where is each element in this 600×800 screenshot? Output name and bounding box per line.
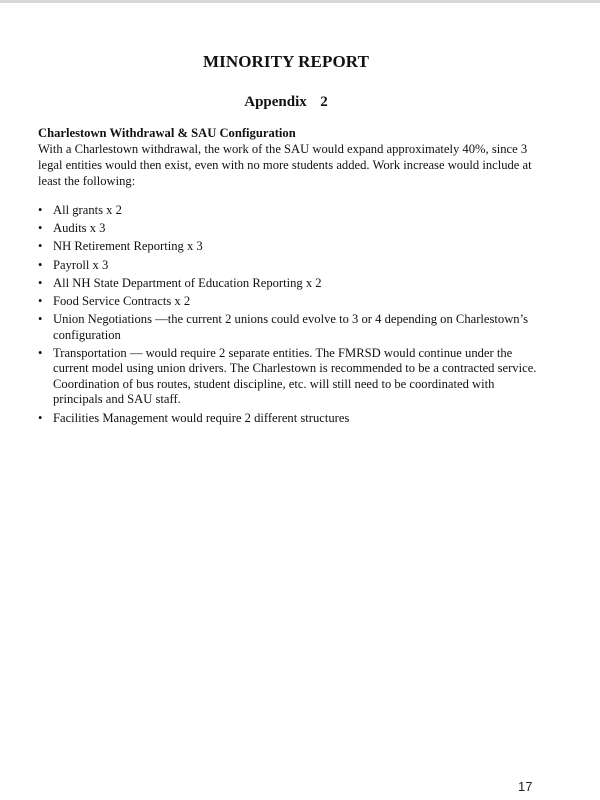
bullet-icon: •: [38, 239, 43, 254]
bullet-icon: •: [38, 203, 43, 217]
bullet-icon: •: [38, 312, 43, 327]
list-item: [38, 276, 543, 292]
list-item-text: All NH State Department of Education Reporting x 2: [53, 275, 322, 290]
bullet-icon: •: [38, 275, 43, 290]
list-item-text: Facilities Management would require 2 different structures: [53, 410, 350, 425]
list-item-text: Transportation — would require 2 separate entities. The FMRSD would continue under the current model using union drivers. The Charlestown is recommended to be a contracted service. Coordination of bus routes, student discipline, etc. will still need to be coordinated with principals and SAU staff.: [53, 345, 537, 407]
section: [38, 125, 538, 189]
list-item-text: NH Retirement Reporting x 3: [53, 239, 203, 254]
bullet-icon: •: [38, 257, 43, 272]
intro-paragraph: With a Charlestown withdrawal, the work of the SAU would expand approximately 40%, since 3 legal entities would then exist, even with no more students added. Work increase would include at least the following:: [38, 142, 532, 188]
bullet-icon: •: [38, 221, 43, 236]
list-item-text: Payroll x 3: [53, 257, 109, 272]
bullet-icon: •: [38, 345, 43, 360]
appendix-heading: Appendix 2: [244, 94, 328, 110]
list-item-text: Food Service Contracts x 2: [53, 293, 191, 308]
list-item-text: All grants x 2: [53, 203, 122, 217]
top-border: [0, 0, 600, 3]
bullet-list: [38, 203, 543, 429]
list-item: [38, 411, 543, 427]
list-item: [38, 294, 543, 310]
section-heading: Charlestown Withdrawal & SAU Configuration: [38, 126, 296, 140]
list-item-text: Audits x 3: [53, 221, 106, 236]
page-number: 17: [518, 779, 533, 794]
bullet-icon: •: [38, 410, 43, 425]
report-title: MINORITY REPORT: [202, 52, 370, 71]
list-item-text: Union Negotiations —the current 2 unions could evolve to 3 or 4 depending on Charlestown’s configuration: [53, 312, 528, 342]
bullet-icon: •: [38, 293, 43, 308]
list-item: [38, 239, 543, 255]
list-item: [38, 221, 543, 237]
list-item: [38, 312, 543, 343]
list-item: [38, 203, 543, 219]
list-item: [38, 346, 543, 408]
list-item: [38, 258, 543, 274]
